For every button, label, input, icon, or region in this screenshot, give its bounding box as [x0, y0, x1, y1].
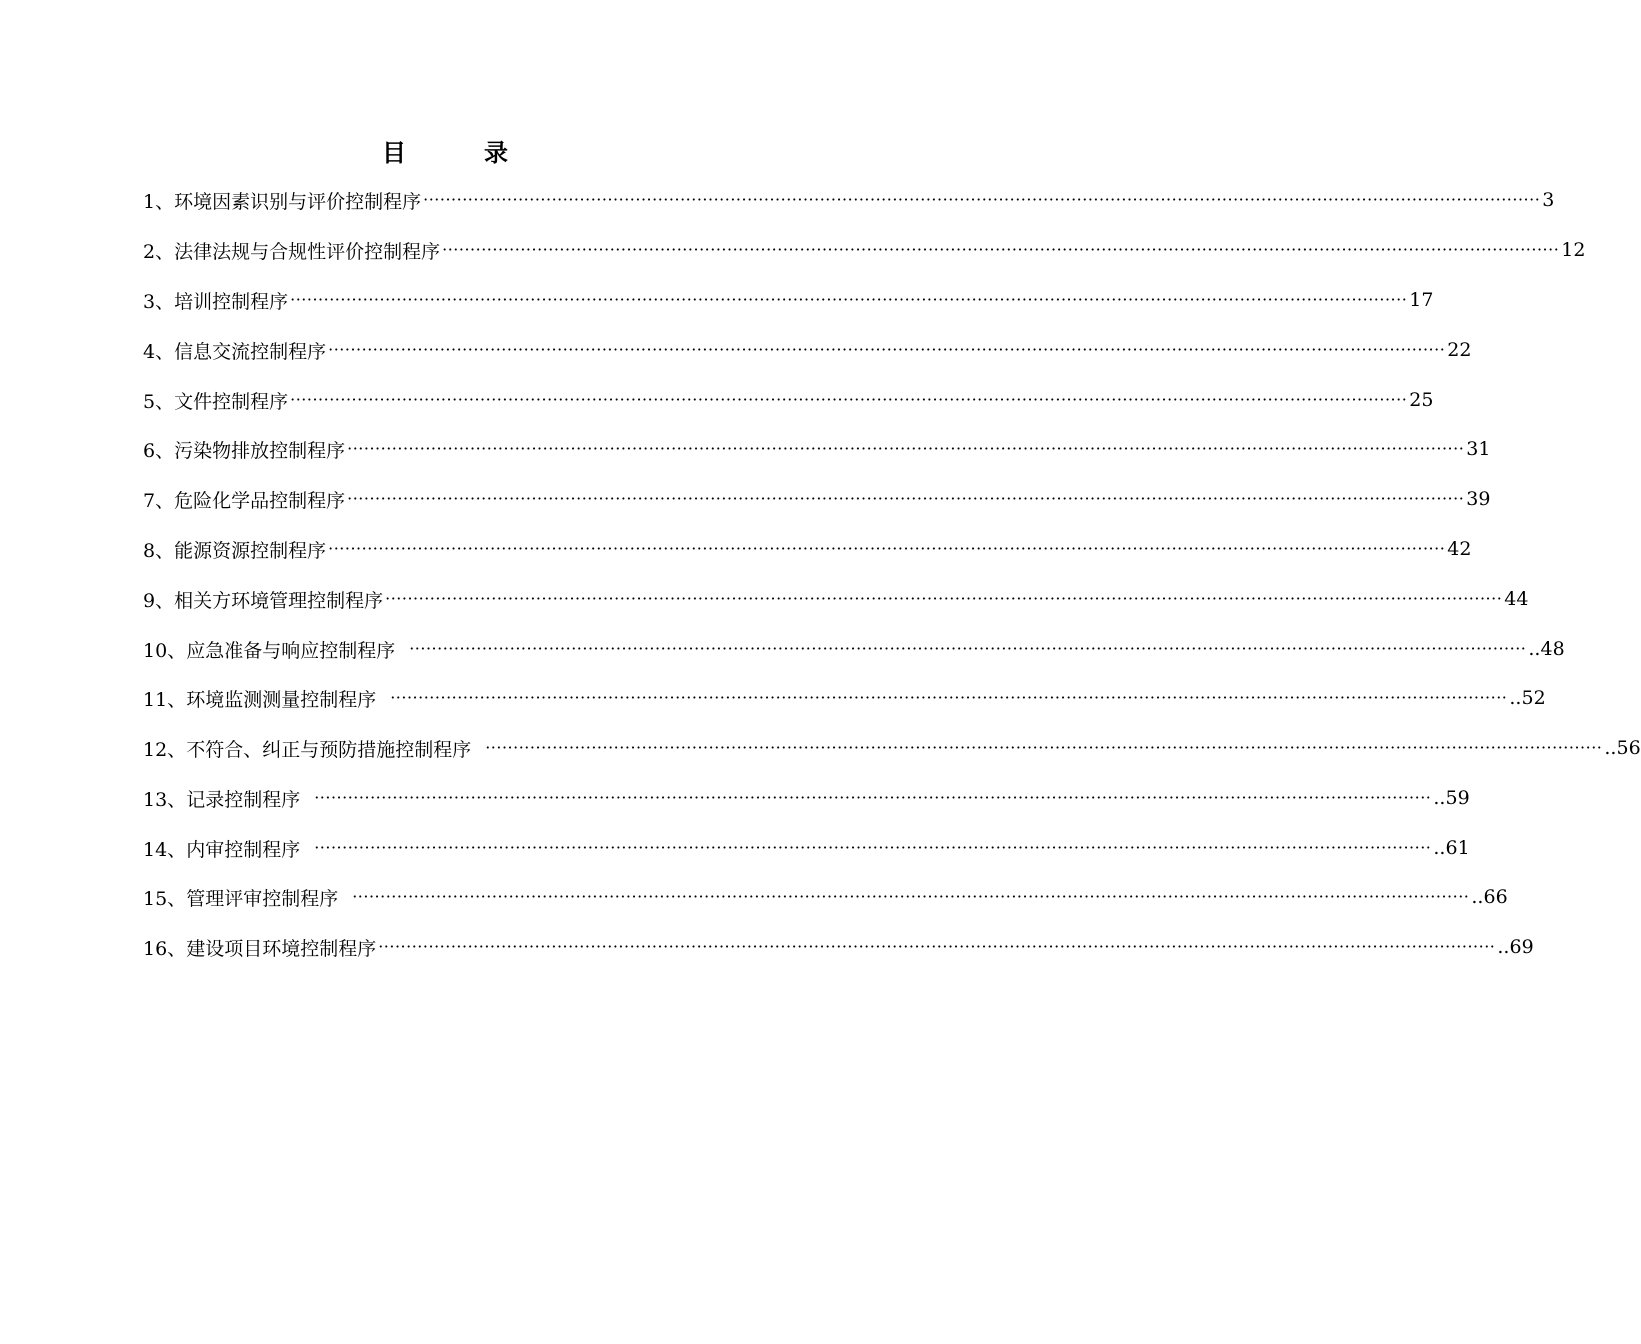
- toc-entry[interactable]: [143, 833, 1470, 863]
- toc-entry-number: 15、: [143, 887, 187, 910]
- toc-leader-dots: ········································································································································································································: [328, 340, 1446, 359]
- toc-entry-number: 12、: [143, 738, 187, 761]
- toc-entry-title: 法律法规与合规性评价控制程序: [174, 240, 441, 263]
- toc-entry-page: 39: [1466, 488, 1491, 510]
- toc-entry[interactable]: [143, 335, 1472, 365]
- toc-entry-number: 8、: [143, 539, 175, 562]
- toc-entry-title: 危险化学品控制程序: [174, 489, 346, 512]
- toc-entry[interactable]: [143, 683, 1546, 713]
- toc-entry-title: 应急准备与响应控制程序: [186, 639, 396, 662]
- toc-entry-number: 14、: [143, 838, 187, 861]
- toc-entry[interactable]: [143, 285, 1434, 315]
- toc-entry[interactable]: [143, 783, 1470, 813]
- toc-entry[interactable]: [143, 634, 1565, 664]
- toc-entry-number: 2、: [143, 240, 175, 263]
- toc-leader-dots: ········································································································································································································: [347, 439, 1465, 458]
- toc-entry[interactable]: [143, 185, 1555, 215]
- toc-entry-page: 42: [1447, 538, 1472, 560]
- toc-entry-number: 6、: [143, 439, 175, 462]
- toc-entry-number: 1、: [143, 190, 175, 213]
- toc-entry-page: .. 52: [1509, 687, 1545, 709]
- toc-entry[interactable]: [143, 434, 1491, 464]
- toc-entry-page: .. 69: [1497, 936, 1533, 958]
- toc-entry-page: 44: [1504, 588, 1529, 610]
- toc-leader-dots: ········································································································································································································: [409, 639, 1527, 658]
- toc-entry-page: .. 48: [1528, 638, 1564, 660]
- toc-entry-title: 相关方环境管理控制程序: [174, 589, 384, 612]
- toc-entry-title: 记录控制程序: [186, 788, 301, 811]
- toc-entry[interactable]: [143, 733, 1641, 763]
- toc-leader-dots: ········································································································································································································: [423, 190, 1541, 209]
- toc-entry-title: 能源资源控制程序: [174, 539, 327, 562]
- toc-entry-page: 17: [1409, 289, 1434, 311]
- toc-leader-dots: ········································································································································································································: [347, 489, 1465, 508]
- toc-entry-page: 12: [1561, 239, 1586, 261]
- toc-entry-number: 11、: [143, 688, 187, 711]
- toc-entry-page: .. 61: [1433, 837, 1469, 859]
- toc-entry[interactable]: [143, 882, 1508, 912]
- toc-leader-dots: ········································································································································································································: [328, 539, 1446, 558]
- toc-leader-dots: ········································································································································································································: [442, 240, 1560, 259]
- toc-leader-dots: ········································································································································································································: [290, 290, 1408, 309]
- toc-leader-dots: ········································································································································································································: [390, 688, 1508, 707]
- toc-entry-page: .. 66: [1471, 886, 1507, 908]
- toc-entry-number: 16、: [143, 937, 187, 960]
- toc-entry[interactable]: [143, 235, 1586, 265]
- title-char-right: 录: [484, 139, 508, 167]
- toc-entry-page: 22: [1447, 339, 1472, 361]
- toc-entry-title: 内审控制程序: [186, 838, 301, 861]
- toc-entry[interactable]: [143, 534, 1472, 564]
- toc-entry[interactable]: [143, 385, 1434, 415]
- toc-entry[interactable]: [143, 584, 1529, 614]
- toc-leader-dots: ········································································································································································································: [290, 390, 1408, 409]
- toc-entry-title: 建设项目环境控制程序: [186, 937, 377, 960]
- toc-leader-dots: ········································································································································································································: [314, 838, 1432, 857]
- toc-leader-dots: ········································································································································································································: [485, 738, 1603, 757]
- toc-entry-title: 污染物排放控制程序: [174, 439, 346, 462]
- toc-entry-title: 信息交流控制程序: [174, 340, 327, 363]
- toc-entry-title: 管理评审控制程序: [186, 887, 339, 910]
- toc-entry-page: 31: [1466, 438, 1491, 460]
- toc-entry[interactable]: [143, 484, 1491, 514]
- toc-leader-dots: ········································································································································································································: [314, 788, 1432, 807]
- toc-entry-title: 培训控制程序: [174, 290, 289, 313]
- toc-entry-title: 文件控制程序: [174, 390, 289, 413]
- toc-leader-dots: ········································································································································································································: [378, 937, 1496, 956]
- toc-entry-number: 13、: [143, 788, 187, 811]
- toc-entry-number: 7、: [143, 489, 175, 512]
- toc-entry[interactable]: [143, 932, 1534, 962]
- title-char-left: 目: [382, 139, 406, 167]
- toc-entry-title: 不符合、纠正与预防措施控制程序: [186, 738, 472, 761]
- toc-entry-page: 25: [1409, 389, 1434, 411]
- toc-entry-number: 5、: [143, 390, 175, 413]
- toc-entry-page: 3: [1542, 189, 1555, 211]
- page-title: [0, 133, 890, 168]
- toc-entry-number: 4、: [143, 340, 175, 363]
- toc-entry-page: .. 56: [1604, 737, 1640, 759]
- toc-entry-title: 环境因素识别与评价控制程序: [174, 190, 422, 213]
- toc-entry-number: 3、: [143, 290, 175, 313]
- toc-entry-number: 10、: [143, 639, 187, 662]
- toc-entry-number: 9、: [143, 589, 175, 612]
- toc-entry-title: 环境监测测量控制程序: [186, 688, 377, 711]
- toc-leader-dots: ········································································································································································································: [385, 589, 1503, 608]
- toc-leader-dots: ········································································································································································································: [352, 887, 1470, 906]
- toc-entry-page: .. 59: [1433, 787, 1469, 809]
